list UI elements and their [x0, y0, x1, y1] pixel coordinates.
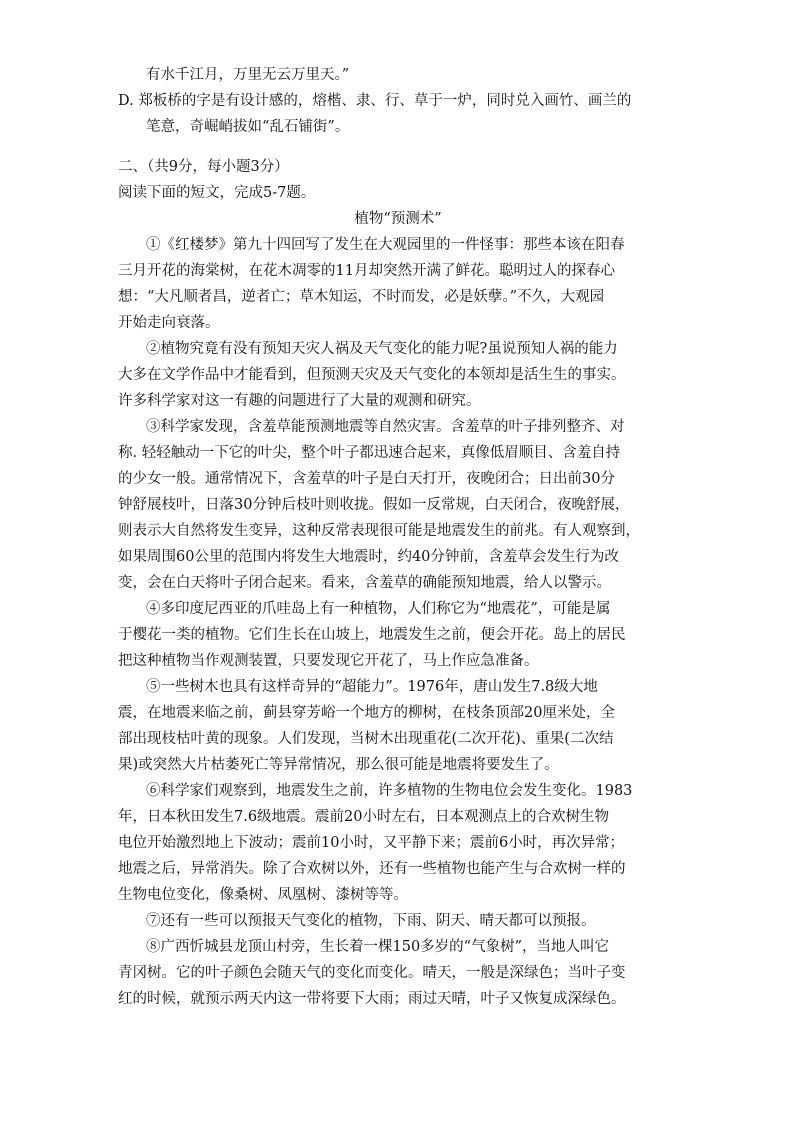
paragraph-line: ④多印度尼西亚的爪哇岛上有一种植物，人们称它为“地震花”，可能是属 — [146, 601, 611, 617]
paragraph-line: 的少女一般。通常情况下，含羞草的叶子是白天打开，夜晚闭合；日出前30分 — [118, 471, 615, 487]
instruction: 阅读下面的短文，完成5-7题。 — [118, 185, 316, 201]
paragraph-line: 开始走向衰落。 — [118, 315, 220, 331]
paragraph-line: 震，在地震来临之前，蓟县穿芳峪一个地方的柳树，在枝条顶部20厘米处，全 — [118, 705, 615, 721]
paragraph-6 — [118, 778, 678, 908]
article-body — [118, 232, 678, 1012]
paragraph-line: ③科学家发现，含羞草能预测地震等自然灾害。含羞草的叶子排列整齐、对 — [146, 419, 625, 435]
paragraph-1 — [118, 232, 678, 336]
paragraph-line: 电位开始激烈地上下波动；震前10小时，又平静下来；震前6小时，再次异常； — [118, 835, 625, 851]
paragraph-line: 许多科学家对这一有趣的问题进行了大量的观测和研究。 — [118, 393, 481, 409]
paragraph-5 — [118, 674, 678, 778]
paragraph-line: 则表示大自然将发生变异，这种反常表现很可能是地震发生的前兆。有人观察到， — [118, 523, 640, 539]
document-page — [118, 62, 678, 1012]
paragraph-3 — [118, 414, 678, 596]
option-d — [118, 88, 678, 140]
paragraph-line: 果)或突然大片枯萎死亡等异常情况，那么很可能是地震将要发生了。 — [118, 757, 559, 773]
paragraph-8 — [118, 934, 678, 1012]
paragraph-line: ①《红楼梦》第九十四回写了发生在大观园里的一件怪事：那些本该在阳春 — [146, 237, 625, 253]
paragraph-line: ⑧广西忻城县龙顶山村旁，生长着一棵150多岁的“气象树”，当地人叫它 — [146, 939, 609, 955]
paragraph-line: 青冈树。它的叶子颜色会随天气的变化而变化。晴天，一般是深绿色；当叶子变 — [118, 965, 626, 981]
paragraph-line: ②植物究竟有没有预知天灾人祸及天气变化的能力呢?虽说预知人祸的能力 — [146, 341, 618, 357]
paragraph-2 — [118, 336, 678, 414]
paragraph-line: 三月开花的海棠树，在花木凋零的11月却突然开满了鲜花。聪明过人的探春心 — [118, 263, 615, 279]
paragraph-line: 生物电位变化，像桑树、凤凰树、漆树等等。 — [118, 887, 408, 903]
option-c-tail: 有水千江月，万里无云万里天。” — [146, 67, 350, 83]
paragraph-line: 把这种植物当作观测装置，只要发现它开花了，马上作应急准备。 — [118, 653, 539, 669]
paragraph-line: 变，会在白天将叶子闭合起来。看来，含羞草的确能预知地震，给人以警示。 — [118, 575, 611, 591]
paragraph-line: ⑤一些树木也具有这样奇异的“超能力”。1976年，唐山发生7.8级大地 — [146, 679, 598, 695]
paragraph-line: ⑦还有一些可以预报天气变化的植物，下雨、阴天、晴天都可以预报。 — [146, 913, 596, 929]
paragraph-4 — [118, 596, 678, 674]
paragraph-line: 年，日本秋田发生7.6级地震。震前20小时左右，日本观测点上的合欢树生物 — [118, 809, 610, 825]
section-heading: 二、（共9分，每小题3分） — [118, 159, 289, 175]
paragraph-line: ⑥科学家们观察到，地震发生之前，许多植物的生物电位会发生变化。1983 — [146, 783, 633, 799]
paragraph-line: 地震之后，异常消失。除了合欢树以外，还有一些植物也能产生与合欢树一样的 — [118, 861, 626, 877]
paragraph-line: 部出现枝枯叶黄的现象。人们发现，当树木出现重花(二次开花)、重果(二次结 — [118, 731, 614, 747]
paragraph-line: 于樱花一类的植物。它们生长在山坡上，地震发生之前，便会开花。岛上的居民 — [118, 627, 626, 643]
paragraph-line: 想：“大凡顺者昌，逆者亡；草木知运，不时而发，必是妖孽。”不久，大观园 — [118, 289, 605, 305]
paragraph-line: 称. 轻轻触动一下它的叶尖，整个叶子都迅速合起来，真像低眉顺目、含羞自持 — [118, 445, 621, 461]
article-title: 植物“预测术” — [354, 211, 442, 227]
paragraph-line: 钟舒展枝叶，日落30分钟后枝叶则收拢。假如一反常规，白天闭合，夜晚舒展， — [118, 497, 630, 513]
option-d-line: D. 郑板桥的字是有设计感的，熔楷、隶、行、草于一炉，同时兑入画竹、画兰的 — [118, 93, 632, 109]
paragraph-7 — [118, 908, 678, 934]
paragraph-line: 如果周围60公里的范围内将发生大地震时，约40分钟前，含羞草会发生行为改 — [118, 549, 619, 565]
paragraph-line: 红的时候，就预示两天内这一带将要下大雨；雨过天晴，叶子又恢复成深绿色。 — [118, 991, 626, 1007]
option-d-line: 笔意，奇崛峭拔如“乱石铺街”。 — [146, 119, 350, 135]
paragraph-line: 大多在文学作品中才能看到，但预测天灾及天气变化的本领却是活生生的事实。 — [118, 367, 626, 383]
